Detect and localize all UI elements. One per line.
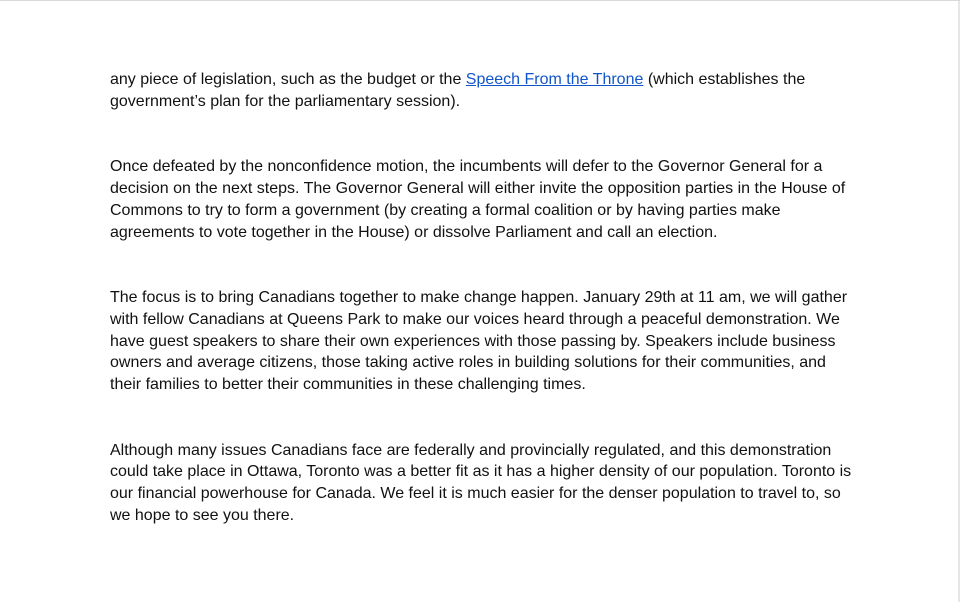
paragraph-legislation-text-end: (which establishes the government’s plan for the parliamentary session). (110, 71, 806, 110)
paragraph-toronto: Although many issues Canadians face are federally and provincially regulated, and this demonstration could take place in Ottawa, Toronto was a better fit as it has a higher density of our population. Toronto is our financial powerhouse for Canada. We feel it is much easier for the denser population to travel to, so we hope to see you there. (110, 441, 852, 524)
paragraph-legislation (110, 69, 855, 113)
paragraph-nonconfidence: Once defeated by the nonconfidence motion, the incumbents will defer to the Governor General for a decision on the next steps. The Governor General will either invite the opposition parties in the House of Commons to try to form a government (by creating a formal coalition or by having parties make agreements to vote together in the House) or dissolve Parliament and call an election. (110, 158, 846, 241)
paragraph-legislation-text-start: any piece of legislation, such as the budget or the (110, 71, 466, 88)
paragraph-focus: The focus is to bring Canadians together to make change happen. January 29th at 11 am, we will gather with fellow Canadians at Queens Park to make our voices heard through a peaceful demonstration. We have guest speakers to share their own experiences with those passing by. Speakers include business owners and average citizens, those taking active roles in building solutions for their communities, and their families to better their communities in these challenging times. (110, 288, 848, 394)
speech-from-the-throne-link[interactable]: Speech From the Throne (465, 71, 644, 88)
document-body (110, 69, 855, 527)
